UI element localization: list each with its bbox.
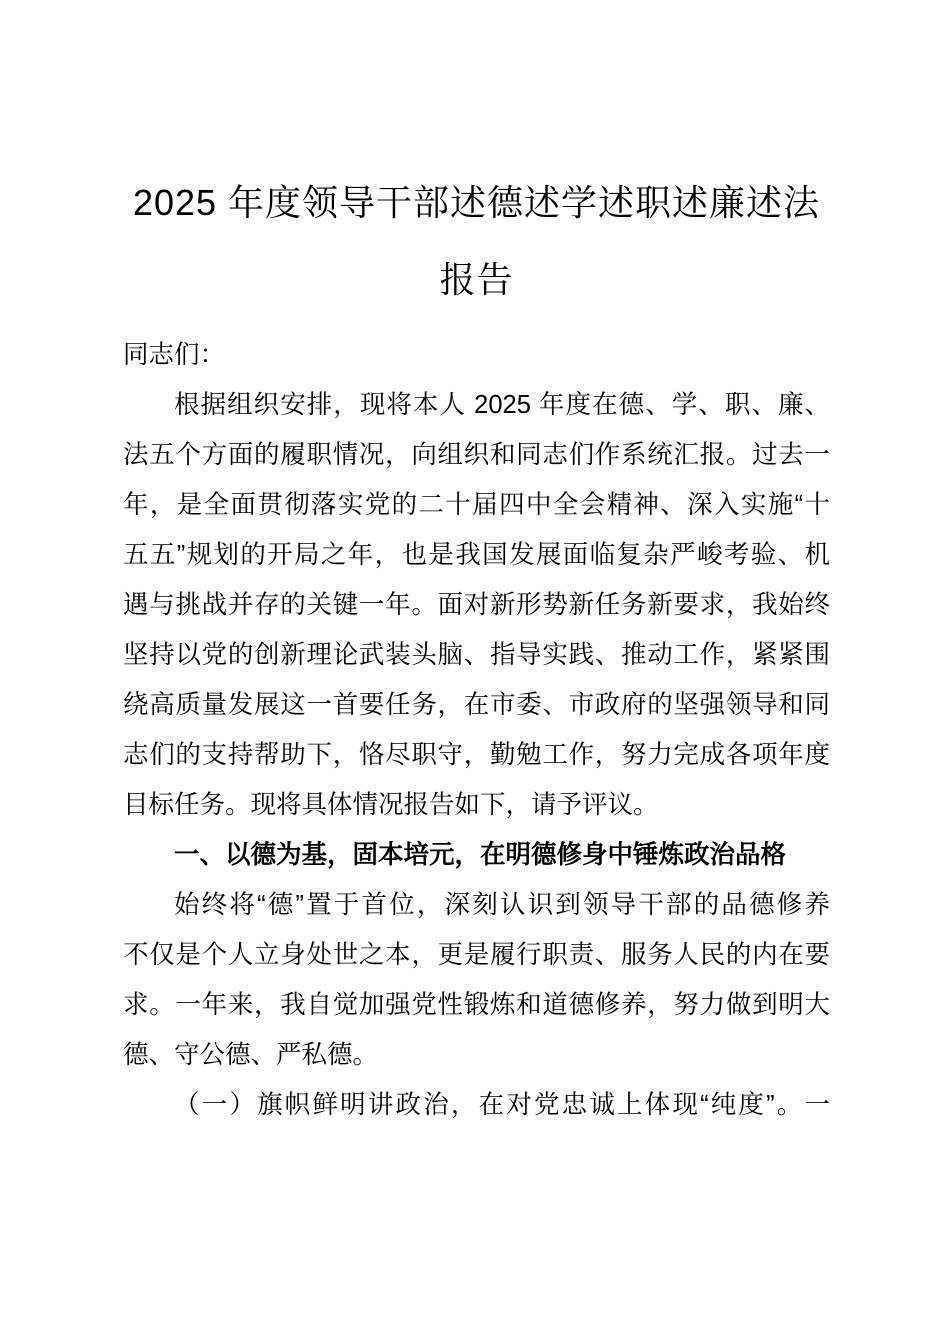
document-title [123,164,830,318]
paragraph-line: 志们的支持帮助下，恪尽职守，勤勉工作，努力完成各项年度 [123,741,830,769]
paragraph-line: 不仅是个人立身处世之本，更是履行职责、服务人民的内在要 [123,941,830,969]
section-heading: 一、以德为基，固本培元，在明德修身中锤炼政治品格 [174,841,787,869]
paragraph-line: 德、守公德、严私德。 [123,1041,379,1069]
paragraph-line: 遇与挑战并存的关键一年。面对新形势新任务新要求，我始终 [123,591,830,619]
paragraph-line: 年，是全面贯彻落实党的二十届四中全会精神、深入实施“十 [123,491,830,519]
document-title-line1: 2025 年度领导干部述德述学述职述廉述法 [132,182,821,223]
paragraph-line: 始终将“德”置于首位，深刻认识到领导干部的品德修养 [174,891,830,919]
paragraph-line: 根据组织安排，现将本人 2025 年度在德、学、职、廉、 [174,391,830,419]
paragraph-line: 求。一年来，我自觉加强党性锻炼和道德修养，努力做到明大 [123,991,830,1019]
document-body [123,330,830,1130]
document-title-line2: 报告 [439,259,514,300]
salutation-line: 同志们： [123,341,226,369]
paragraph-line: 法五个方面的履职情况，向组织和同志们作系统汇报。过去一 [123,441,830,469]
paragraph-line: 坚持以党的创新理论武装头脑、指导实践、推动工作，紧紧围 [123,641,830,669]
paragraph-line: 绕高质量发展这一首要任务，在市委、市政府的坚强领导和同 [123,691,830,719]
paragraph-line: 目标任务。现将具体情况报告如下，请予评议。 [123,791,659,819]
subsection-lead-line: （一）旗帜鲜明讲政治，在对党忠诚上体现“纯度”。一 [174,1091,830,1119]
paragraph-line: 五五”规划的开局之年，也是我国发展面临复杂严峻考验、机 [123,541,830,569]
